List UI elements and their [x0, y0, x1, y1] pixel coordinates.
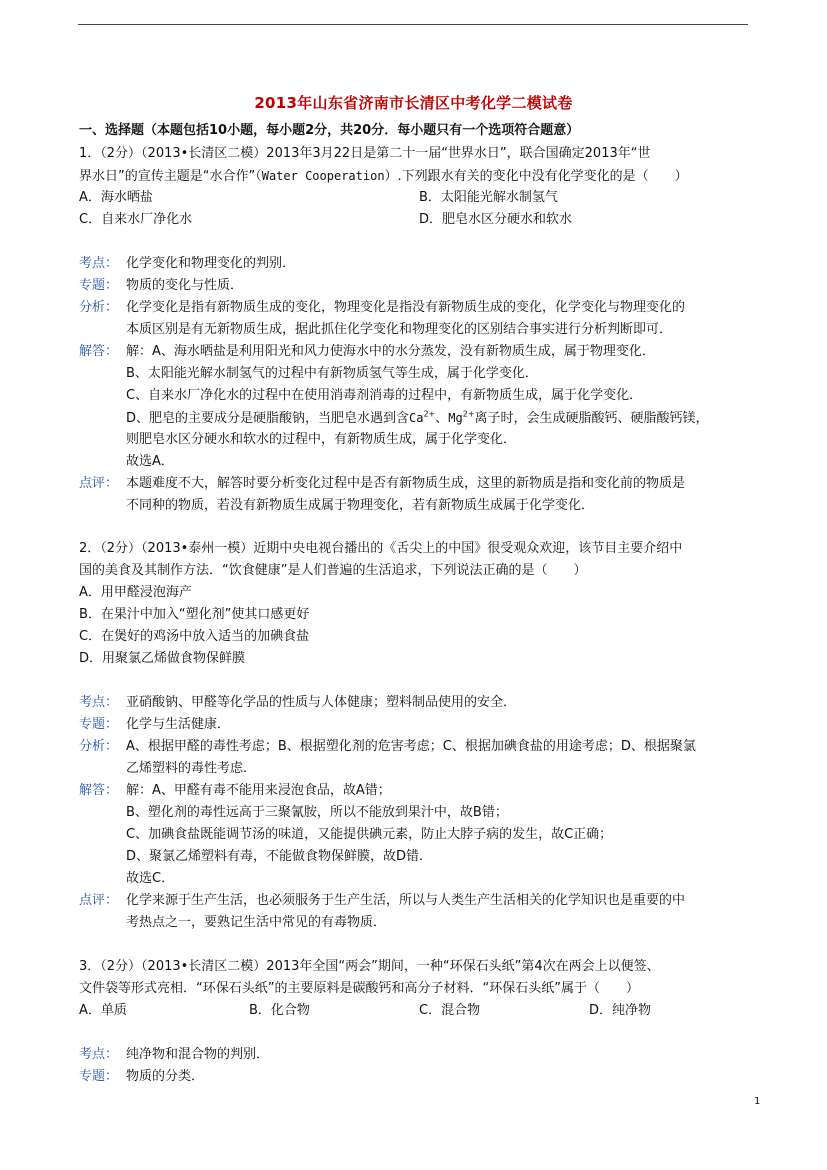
q1-jieda-line-4: D、肥皂的主要成分是硬脂酸钠，当肥皂水遇到含$Ca^{2+}$、$Mg^{2+}$离子时，会生成硬脂酸钙、硬脂酸钙镁， — [126, 409, 709, 426]
q1-zhuanti-text: 物质的变化与性质． — [126, 278, 244, 293]
q1-label-dianping: 点评： — [79, 476, 119, 491]
q1-label-jieda: 解答： — [79, 344, 119, 359]
q1-label-fenxi: 分析： — [79, 300, 119, 315]
q3-option-d: D．纯净物 — [589, 1003, 652, 1018]
header-rule — [78, 24, 748, 25]
q2-label-jieda: 解答： — [79, 783, 119, 798]
q3-label-zhuanti: 专题： — [79, 1069, 119, 1084]
q2-jieda-line-2: B、塑化剂的毒性远高于三聚氰胺，所以不能放到果汁中，故B错； — [126, 805, 508, 820]
q3-label-kaodian: 考点： — [79, 1047, 119, 1062]
q2-fenxi-line-2: 乙烯塑料的毒性考虑． — [126, 761, 257, 776]
q2-jieda-line-5: 故选C． — [126, 871, 175, 886]
q3-stem-line-2: 文件袋等形式亮相．“环保石头纸”的主要原料是碳酸钙和高分子材料．“环保石头纸”属于（ ） — [79, 981, 639, 996]
q2-dianping-line-1: 化学来源于生产生活，也必须服务于生产生活，所以与人类生产生活相关的化学知识也是重要的中 — [126, 893, 686, 908]
q2-dianping-line-2: 考热点之一，要熟记生活中常见的有毒物质． — [126, 915, 387, 930]
q1-option-d: D．肥皂水区分硬水和软水 — [419, 212, 573, 227]
q2-jieda-line-3: C、加碘食盐既能调节汤的味道，又能提供碘元素，防止大脖子病的发生，故C正确； — [126, 827, 613, 842]
q2-label-zhuanti: 专题： — [79, 717, 119, 732]
q2-jieda-line-1: 解：A、甲醛有毒不能用来浸泡食品，故A错； — [126, 783, 391, 798]
q3-zhuanti-text: 物质的分类． — [126, 1069, 205, 1084]
q1-option-b: B．太阳能光解水制氢气 — [419, 190, 558, 205]
q3-stem-line-1: 3．（2分）（2013•长清区二模）2013年全国“两会”期间，一种“环保石头纸”第4次在两会上以便签、 — [79, 959, 660, 974]
q1-label-zhuanti: 专题： — [79, 278, 119, 293]
page-number: 1 — [754, 1096, 761, 1107]
q2-label-fenxi: 分析： — [79, 739, 119, 754]
q1-fenxi-line-1: 化学变化是指有新物质生成的变化，物理变化是指没有新物质生成的变化，化学变化与物理变化的 — [126, 300, 686, 315]
q1-stem-english: Water Cooperation — [261, 169, 385, 183]
q2-option-c: C．在煲好的鸡汤中放入适当的加碘食盐 — [79, 629, 310, 644]
q3-option-c: C．混合物 — [419, 1003, 481, 1018]
q2-option-d: D．用聚氯乙烯做食物保鲜膜 — [79, 651, 246, 666]
q2-fenxi-line-1: A、根据甲醛的毒性考虑；B、根据塑化剂的危害考虑；C、根据加碘食盐的用途考虑；D、根据聚氯 — [126, 739, 696, 754]
q1-jieda-line-2: B、太阳能光解水制氢气的过程中有新物质氢气等生成，属于化学变化． — [126, 366, 538, 381]
q2-stem-line-2: 国的美食及其制作方法．“饮食健康”是人们普遍的生活追求，下列说法正确的是（ ） — [79, 563, 587, 578]
q2-zhuanti-text: 化学与生活健康． — [126, 717, 231, 732]
q2-kaodian-text: 亚硝酸钠、甲醛等化学品的性质与人体健康；塑料制品使用的安全． — [126, 695, 517, 710]
q1-jieda-line-1: 解：A、海水晒盐是利用阳光和风力使海水中的水分蒸发，没有新物质生成，属于物理变化． — [126, 344, 655, 359]
q2-option-b: B．在果汁中加入“塑化剂”使其口感更好 — [79, 607, 310, 622]
q1-option-c: C．自来水厂净化水 — [79, 212, 193, 227]
q1-jieda-line-5: 则肥皂水区分硬水和软水的过程中，有新物质生成，属于化学变化． — [126, 432, 517, 447]
section-heading: 一、选择题（本题包括10小题，每小题2分，共20分．每小题只有一个选项符合题意） — [79, 123, 580, 138]
q1-dianping-line-1: 本题难度不大，解答时要分析变化过程中是否有新物质生成，这里的新物质是指和变化前的物质是 — [126, 476, 686, 491]
q2-label-dianping: 点评： — [79, 893, 119, 908]
q1-jieda-line-6: 故选A． — [126, 454, 174, 469]
page-title: 2013年山东省济南市长清区中考化学二模试卷 — [254, 94, 573, 112]
q2-label-kaodian: 考点： — [79, 695, 119, 710]
q1-kaodian-text: 化学变化和物理变化的判别． — [126, 256, 296, 271]
q1-stem-line-1: 1．（2分）（2013•长清区二模）2013年3月22日是第二十一届“世界水日”，联合国确定2013年“世 — [79, 146, 651, 161]
q1-option-a: A．海水晒盐 — [79, 190, 153, 205]
q1-fenxi-line-2: 本质区别是有无新物质生成，据此抓住化学变化和物理变化的区别结合事实进行分析判断即可． — [126, 322, 673, 337]
q3-kaodian-text: 纯净物和混合物的判别． — [126, 1047, 270, 1062]
q2-stem-line-1: 2．（2分）（2013•泰州一模）近期中央电视台播出的《舌尖上的中国》很受观众欢迎，该节目主要介绍中 — [79, 541, 683, 556]
q2-jieda-line-4: D、聚氯乙烯塑料有毒，不能做食物保鲜膜，故D错． — [126, 849, 433, 864]
q3-option-a: A．单质 — [79, 1003, 127, 1018]
q1-dianping-line-2: 不同种的物质，若没有新物质生成属于物理变化，若有新物质生成属于化学变化． — [126, 498, 595, 513]
q2-option-a: A．用甲醛浸泡海产 — [79, 585, 192, 600]
q1-jieda-line-3: C、自来水厂净化水的过程中在使用消毒剂消毒的过程中，有新物质生成，属于化学变化． — [126, 388, 643, 403]
q1-label-kaodian: 考点： — [79, 256, 119, 271]
q3-option-b: B．化合物 — [249, 1003, 310, 1018]
q1-stem-line-2: 界水日”的宣传主题是“水合作”（Water Cooperation）.下列跟水有关的变化中没有化学变化的是（ ） — [79, 169, 688, 184]
